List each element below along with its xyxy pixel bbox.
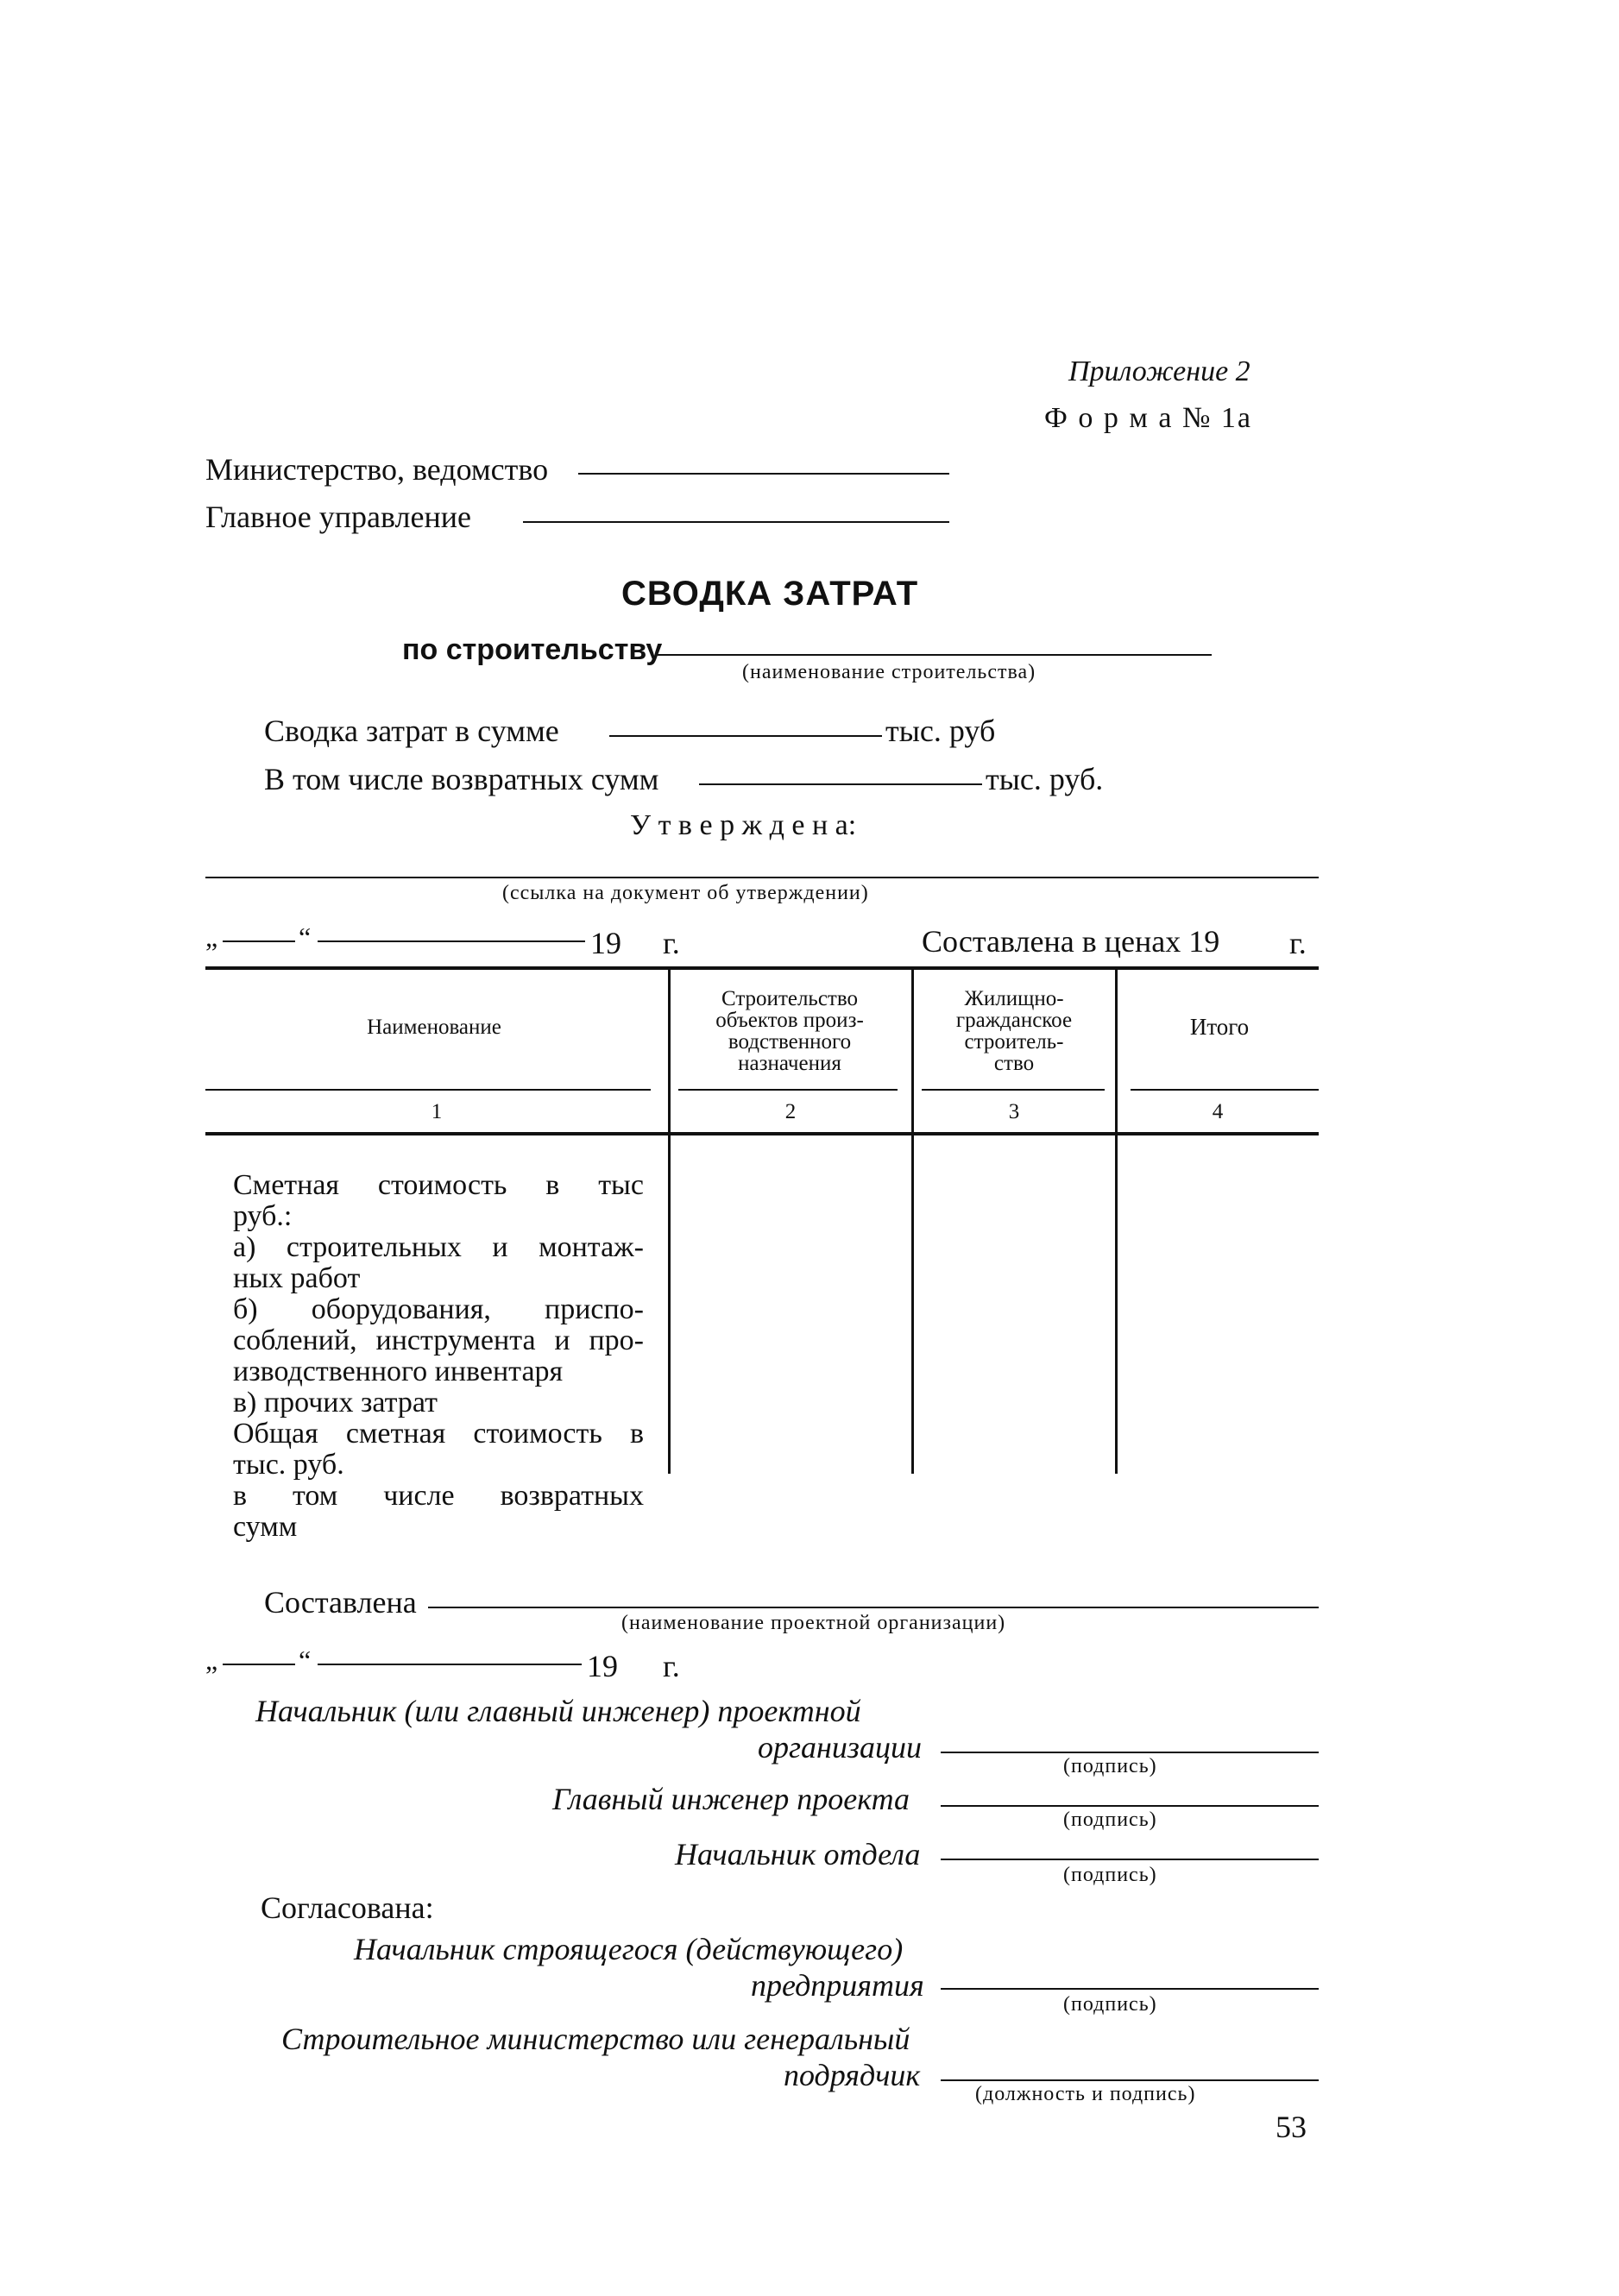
head-signature-caption: (подпись) — [1063, 1755, 1157, 1777]
table-row-label — [233, 1170, 644, 1543]
construction-label: по строительству — [402, 633, 663, 666]
date-year: 19 — [590, 926, 621, 960]
header-housing — [917, 988, 1112, 1074]
header-name: Наименование — [367, 1016, 501, 1039]
table-numbers-rule — [205, 1132, 1319, 1135]
main-directorate-label: Главное управление — [205, 500, 471, 534]
ministry-label: Министерство, ведомство — [205, 452, 549, 487]
header-housing-line-4: ство — [993, 1052, 1035, 1075]
compiled-date-open-quote: „ — [205, 1645, 218, 1676]
row-line-4: ных работ — [233, 1262, 361, 1294]
enterprise-signature-line — [941, 1988, 1319, 1990]
enterprise-line-1: Начальник строящегося (действующего) — [354, 1932, 904, 1966]
dept-head-signature-line — [941, 1859, 1319, 1860]
col-number-1: 1 — [431, 1100, 443, 1123]
date-day-line — [223, 940, 295, 942]
ministry-signature-line — [941, 2079, 1319, 2081]
header-rule-4 — [1131, 1089, 1319, 1091]
approval-blank-line — [205, 877, 1319, 878]
prices-label: Составлена в ценах 19 — [922, 924, 1220, 959]
row-line-1: Сметная стоимость в тыс — [233, 1169, 644, 1201]
col-number-2: 2 — [784, 1100, 797, 1123]
chief-engineer-label: Главный инженер проекта — [552, 1782, 910, 1816]
date-close-quote: “ — [299, 922, 312, 953]
header-production-line-4: назначения — [738, 1052, 841, 1075]
compiled-date-year-suffix: г. — [663, 1649, 680, 1683]
ministry-signature-caption: (должность и подпись) — [975, 2083, 1196, 2105]
page-number: 53 — [1276, 2110, 1307, 2144]
prices-suffix: г. — [1289, 926, 1307, 960]
row-line-12: сумм — [233, 1511, 298, 1543]
row-line-6: соблений, инструмента и про- — [233, 1324, 644, 1356]
returnable-sum-label: В том числе возвратных сумм — [264, 762, 659, 796]
row-line-3: а) строительных и монтаж- — [233, 1231, 644, 1263]
compiled-caption: (наименование проектной организации) — [621, 1612, 1006, 1634]
header-housing-line-2: гражданское — [955, 1009, 1073, 1032]
table-col-divider-3 — [1115, 970, 1118, 1474]
total-sum-blank-line — [609, 735, 882, 737]
head-line-2: организации — [758, 1730, 922, 1764]
row-line-10: тыс. руб. — [233, 1449, 344, 1481]
page-title: СВОДКА ЗАТРАТ — [621, 575, 919, 613]
row-line-8: в) прочих затрат — [233, 1387, 438, 1418]
header-production-line-1: Строительство — [721, 987, 858, 1010]
header-production — [673, 988, 906, 1074]
returnable-sum-blank-line — [699, 783, 982, 785]
approval-caption: (ссылка на документ об утверждении) — [502, 882, 869, 904]
compiled-date-close-quote: “ — [299, 1645, 312, 1676]
chief-engineer-signature-line — [941, 1805, 1319, 1807]
compiled-date-year: 19 — [587, 1649, 618, 1683]
col-number-3: 3 — [1008, 1100, 1020, 1123]
construction-blank-line — [658, 654, 1212, 656]
header-housing-line-1: Жилищно- — [964, 987, 1064, 1010]
col-number-4: 4 — [1212, 1100, 1224, 1123]
appendix-label: Приложение 2 — [1068, 355, 1250, 387]
date-month-line — [318, 940, 585, 942]
date-open-quote: „ — [205, 922, 218, 953]
compiled-label: Составлена — [264, 1585, 417, 1620]
row-line-9: Общая сметная стоимость в — [233, 1418, 644, 1450]
header-rule-3 — [922, 1089, 1105, 1091]
table-top-rule — [205, 966, 1319, 970]
compiled-blank-line — [428, 1607, 1319, 1608]
header-production-line-2: объектов произ- — [715, 1009, 864, 1032]
head-line-1: Начальник (или главный инженер) проектной — [255, 1694, 861, 1728]
header-rule-2 — [678, 1089, 898, 1091]
header-production-line-3: водственного — [728, 1030, 852, 1054]
header-rule-1 — [205, 1089, 651, 1091]
date-year-suffix: г. — [663, 926, 680, 960]
enterprise-line-2: предприятия — [751, 1968, 924, 2003]
table-col-divider-1 — [668, 970, 671, 1474]
row-line-2: руб.: — [233, 1200, 293, 1232]
ministry-blank-line — [578, 473, 949, 475]
ministry-line-1: Строительное министерство или генеральный — [281, 2022, 910, 2056]
chief-engineer-signature-caption: (подпись) — [1063, 1808, 1157, 1831]
main-directorate-blank-line — [523, 521, 949, 523]
returnable-sum-unit: тыс. руб. — [986, 762, 1104, 796]
compiled-date-month-line — [318, 1664, 582, 1665]
header-total: Итого — [1189, 1014, 1250, 1040]
dept-head-label: Начальник отдела — [675, 1837, 921, 1871]
form-number: Ф о р м а № 1а — [1044, 402, 1252, 434]
approved-label: У т в е р ж д е н а: — [630, 809, 857, 841]
row-line-7: изводственного инвентаря — [233, 1356, 564, 1387]
enterprise-signature-caption: (подпись) — [1063, 1993, 1157, 2016]
dept-head-signature-caption: (подпись) — [1063, 1864, 1157, 1886]
compiled-date-day-line — [223, 1664, 295, 1665]
head-signature-line — [941, 1752, 1319, 1753]
ministry-line-2: подрядчик — [784, 2058, 921, 2092]
row-line-11: в том числе возвратных — [233, 1480, 644, 1512]
row-line-5: б) оборудования, приспо- — [233, 1293, 644, 1325]
total-sum-unit: тыс. руб — [885, 714, 996, 748]
table-col-divider-2 — [911, 970, 914, 1474]
header-housing-line-3: строитель- — [964, 1030, 1064, 1054]
agreed-label: Согласована: — [261, 1890, 434, 1925]
total-sum-label: Сводка затрат в сумме — [264, 714, 559, 748]
construction-caption: (наименование строительства) — [742, 661, 1036, 683]
